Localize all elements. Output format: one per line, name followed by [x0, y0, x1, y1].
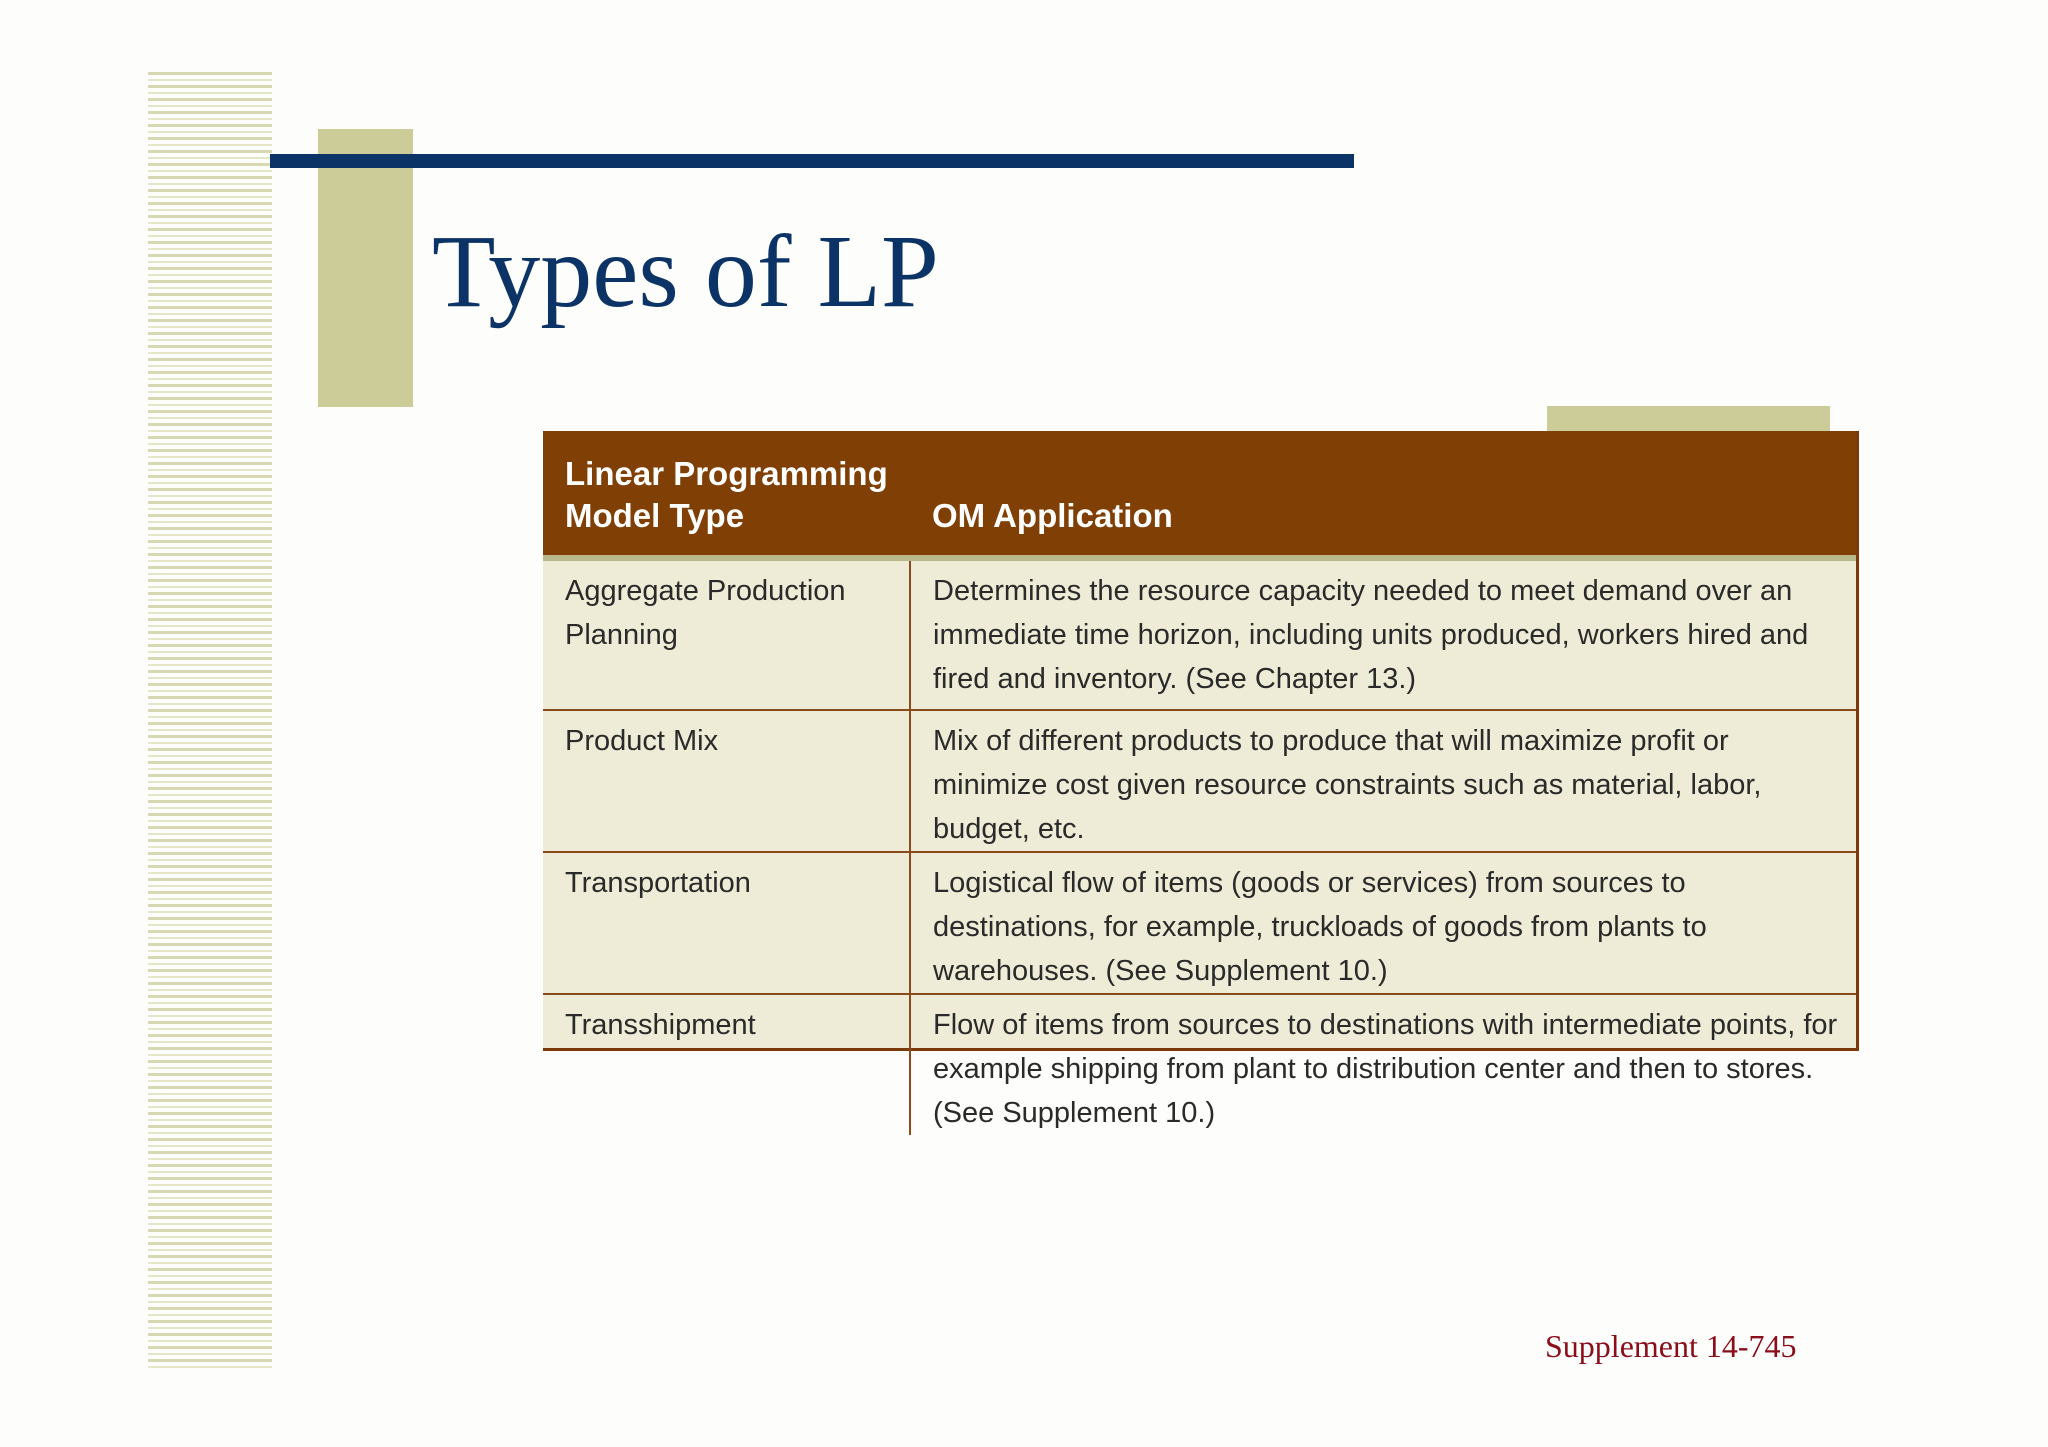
om-application-cell: Mix of different products to produce that will maximize profit or minimize cost given resource constraints such as material, labor, budget, etc. [910, 710, 1856, 852]
om-application-cell: Logistical flow of items (goods or services) from sources to destinations, for example, truckloads of goods from plants to warehouses. (See Supplement 10.) [910, 852, 1856, 994]
table-row [543, 994, 1856, 1135]
om-application-cell: Flow of items from sources to destinations with intermediate points, for example shipping from plant to distribution center and then to stores. (See Supplement 10.) [933, 1009, 1838, 1129]
header-om-application: OM Application [910, 431, 1856, 558]
table-row [543, 710, 1856, 852]
model-type-cell: Transportation [543, 852, 910, 994]
slide-title: Types of LP [432, 214, 939, 329]
title-accent-block [318, 129, 413, 407]
title-rule-bar [270, 154, 1354, 168]
table-accent-tab [1547, 406, 1830, 432]
table-header-row [543, 431, 1856, 558]
slide-footer: Supplement 14-745 [1545, 1328, 1797, 1364]
header-model-type: Linear Programming Model Type [543, 431, 910, 558]
model-type-cell: Aggregate Production Planning [543, 558, 910, 710]
left-stripe-decoration [148, 72, 272, 1372]
table-row [543, 558, 1856, 710]
om-application-cell: Determines the resource capacity needed to meet demand over an immediate time horizon, including units produced, workers hired and fired and inventory. (See Chapter 13.) [910, 558, 1856, 710]
model-type-cell: Transshipment [543, 994, 910, 1135]
lp-types-table [543, 431, 1856, 1135]
lp-types-table-container [543, 431, 1859, 1129]
table-row [543, 852, 1856, 994]
model-type-cell: Product Mix [543, 710, 910, 852]
